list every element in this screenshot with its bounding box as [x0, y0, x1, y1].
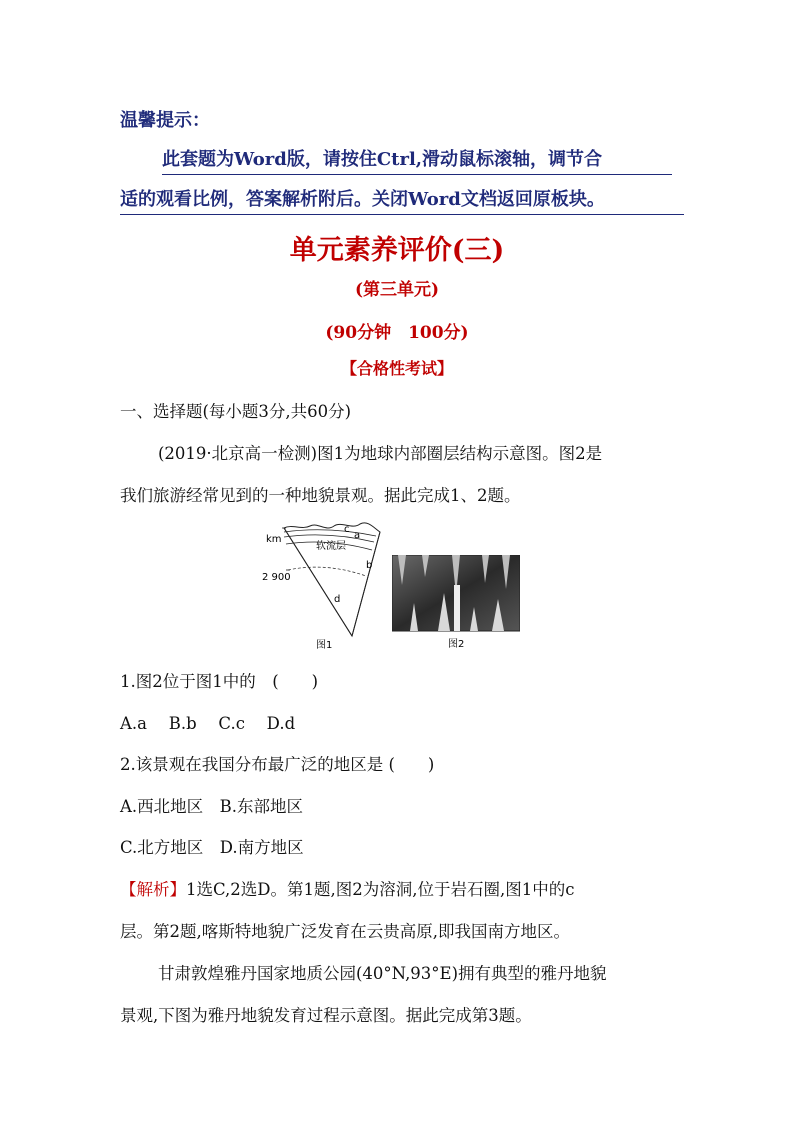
- tip-line-2: 适的观看比例，答案解析附后。关闭Word文档返回原板块。: [120, 186, 684, 215]
- analysis-tag: 【解析】: [120, 880, 186, 899]
- karst-cave-photo: [392, 555, 520, 655]
- unit-label: (第三单元): [354, 280, 440, 300]
- analysis-text-1: 1选C,2选D。第1题,图2为溶洞,位于岩石圈,图1中的c: [186, 880, 575, 899]
- analysis-line-1: [120, 876, 574, 900]
- question-1-stem: 1.图2位于图1中的 ( ): [120, 672, 319, 691]
- fig1-letter-d: d: [334, 594, 341, 605]
- tip-title: 温馨提示：: [120, 110, 210, 131]
- question-2-stem: 2.该景观在我国分布最广泛的地区是 ( ): [120, 755, 435, 774]
- fig1-letter-b: b: [366, 560, 373, 571]
- question-2-options-1: A.西北地区 B.东部地区: [120, 797, 304, 816]
- exam-type-label: 【合格性考试】: [340, 359, 453, 378]
- question-3-intro-1: 甘肃敦煌雅丹国家地质公园(40°N,93°E)拥有典型的雅丹地貌: [158, 964, 607, 983]
- section-heading: 一、选择题(每小题3分,共60分): [120, 402, 352, 421]
- intro-line-1: (2019·北京高一检测)图1为地球内部圈层结构示意图。图2是: [158, 444, 603, 463]
- question-3-intro-2: 景观,下图为雅丹地貌发育过程示意图。据此完成第3题。: [120, 1006, 532, 1025]
- page-title: 单元素养评价(三): [289, 235, 505, 266]
- fig1-depth-label: 2 900: [262, 572, 291, 583]
- analysis-line-2: 层。第2题,喀斯特地貌广泛发育在云贵高原,即我国南方地区。: [120, 922, 570, 941]
- fig1-letter-a: a: [354, 530, 361, 541]
- question-2-options-2: C.北方地区 D.南方地区: [120, 838, 304, 857]
- fig1-letter-c: c: [344, 524, 350, 535]
- time-score-label: (90分钟 100分): [325, 323, 469, 343]
- intro-line-2: 我们旅游经常见到的一种地貌景观。据此完成1、2题。: [120, 486, 521, 505]
- question-1-options: A.a B.b C.c D.d: [120, 714, 296, 733]
- tip-line-1: 此套题为Word版，请按住Ctrl,滑动鼠标滚轴，调节合: [162, 146, 672, 175]
- fig1-caption: 图1: [316, 640, 333, 651]
- fig1-km-label: km: [266, 534, 282, 545]
- fig2-caption: 图2: [448, 639, 465, 650]
- fig1-layer-label: 软流层: [316, 541, 346, 552]
- earth-structure-diagram: [262, 518, 388, 654]
